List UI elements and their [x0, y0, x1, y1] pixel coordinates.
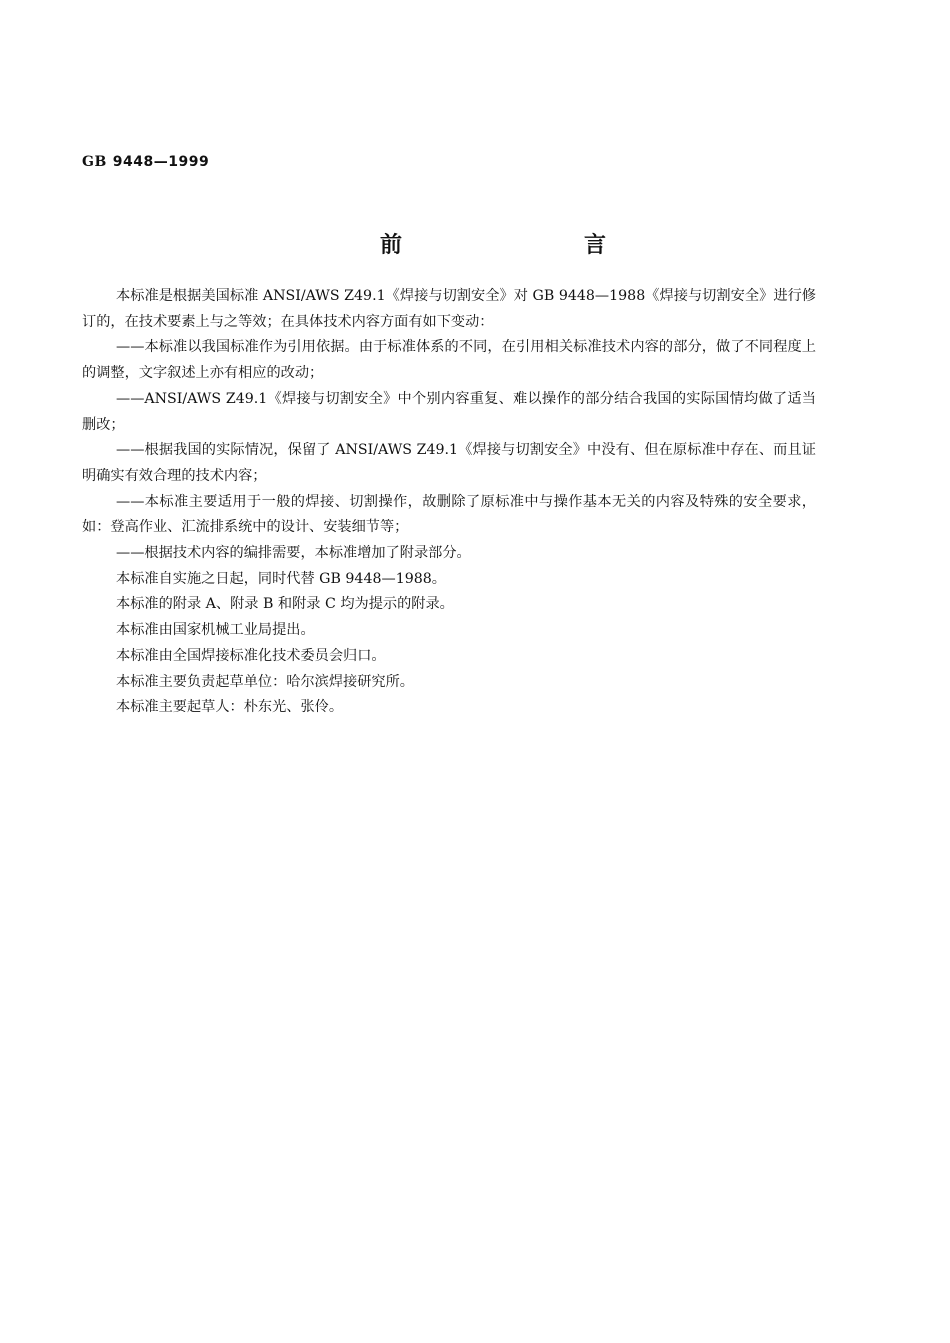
standard-number-header	[82, 154, 209, 170]
paragraph-4: ——根据我国的实际情况，保留了 ANSI/AWS Z49.1《焊接与切割安全》中没有、但在原标准中存在、而且证明确实有效合理的技术内容；	[82, 442, 816, 484]
page-title: 前 言	[380, 232, 653, 258]
paragraph-5: ——本标准主要适用于一般的焊接、切割操作，故删除了原标准中与操作基本无关的内容及特殊的安全要求，如：登高作业、汇流排系统中的设计、安装细节等；	[82, 493, 816, 536]
paragraph-9: 本标准由国家机械工业局提出。	[116, 622, 315, 639]
paragraph-3: ——ANSI/AWS Z49.1《焊接与切割安全》中个别内容重复、难以操作的部分结合我国的实际国情均做了适当删改；	[82, 390, 816, 433]
standard-prefix: GB	[82, 154, 107, 170]
paragraph-11: 本标准主要负责起草单位：哈尔滨焊接研究所。	[116, 673, 414, 690]
standard-number: 9448—1999	[112, 154, 210, 170]
paragraph-12: 本标准主要起草人：朴东光、张伶。	[116, 699, 344, 716]
paragraph-7: 本标准自实施之日起，同时代替 GB 9448—1988。	[116, 570, 446, 587]
paragraph-10: 本标准由全国焊接标准化技术委员会归口。	[116, 647, 386, 664]
paragraph-2: ——本标准以我国标准作为引用依据。由于标准体系的不同，在引用相关标准技术内容的部分，做了不同程度上的调整，文字叙述上亦有相应的改动；	[82, 339, 816, 382]
paragraph-1: 本标准是根据美国标准 ANSI/AWS Z49.1《焊接与切割安全》对 GB 9448—1988《焊接与切割安全》进行修订的，在技术要素上与之等效；在具体技术内容方面有如下变动：	[82, 288, 816, 330]
foreword-body	[82, 284, 816, 721]
paragraph-6: ——根据技术内容的编排需要，本标准增加了附录部分。	[116, 545, 471, 562]
paragraph-8: 本标准的附录 A、附录 B 和附录 C 均为提示的附录。	[116, 596, 454, 613]
